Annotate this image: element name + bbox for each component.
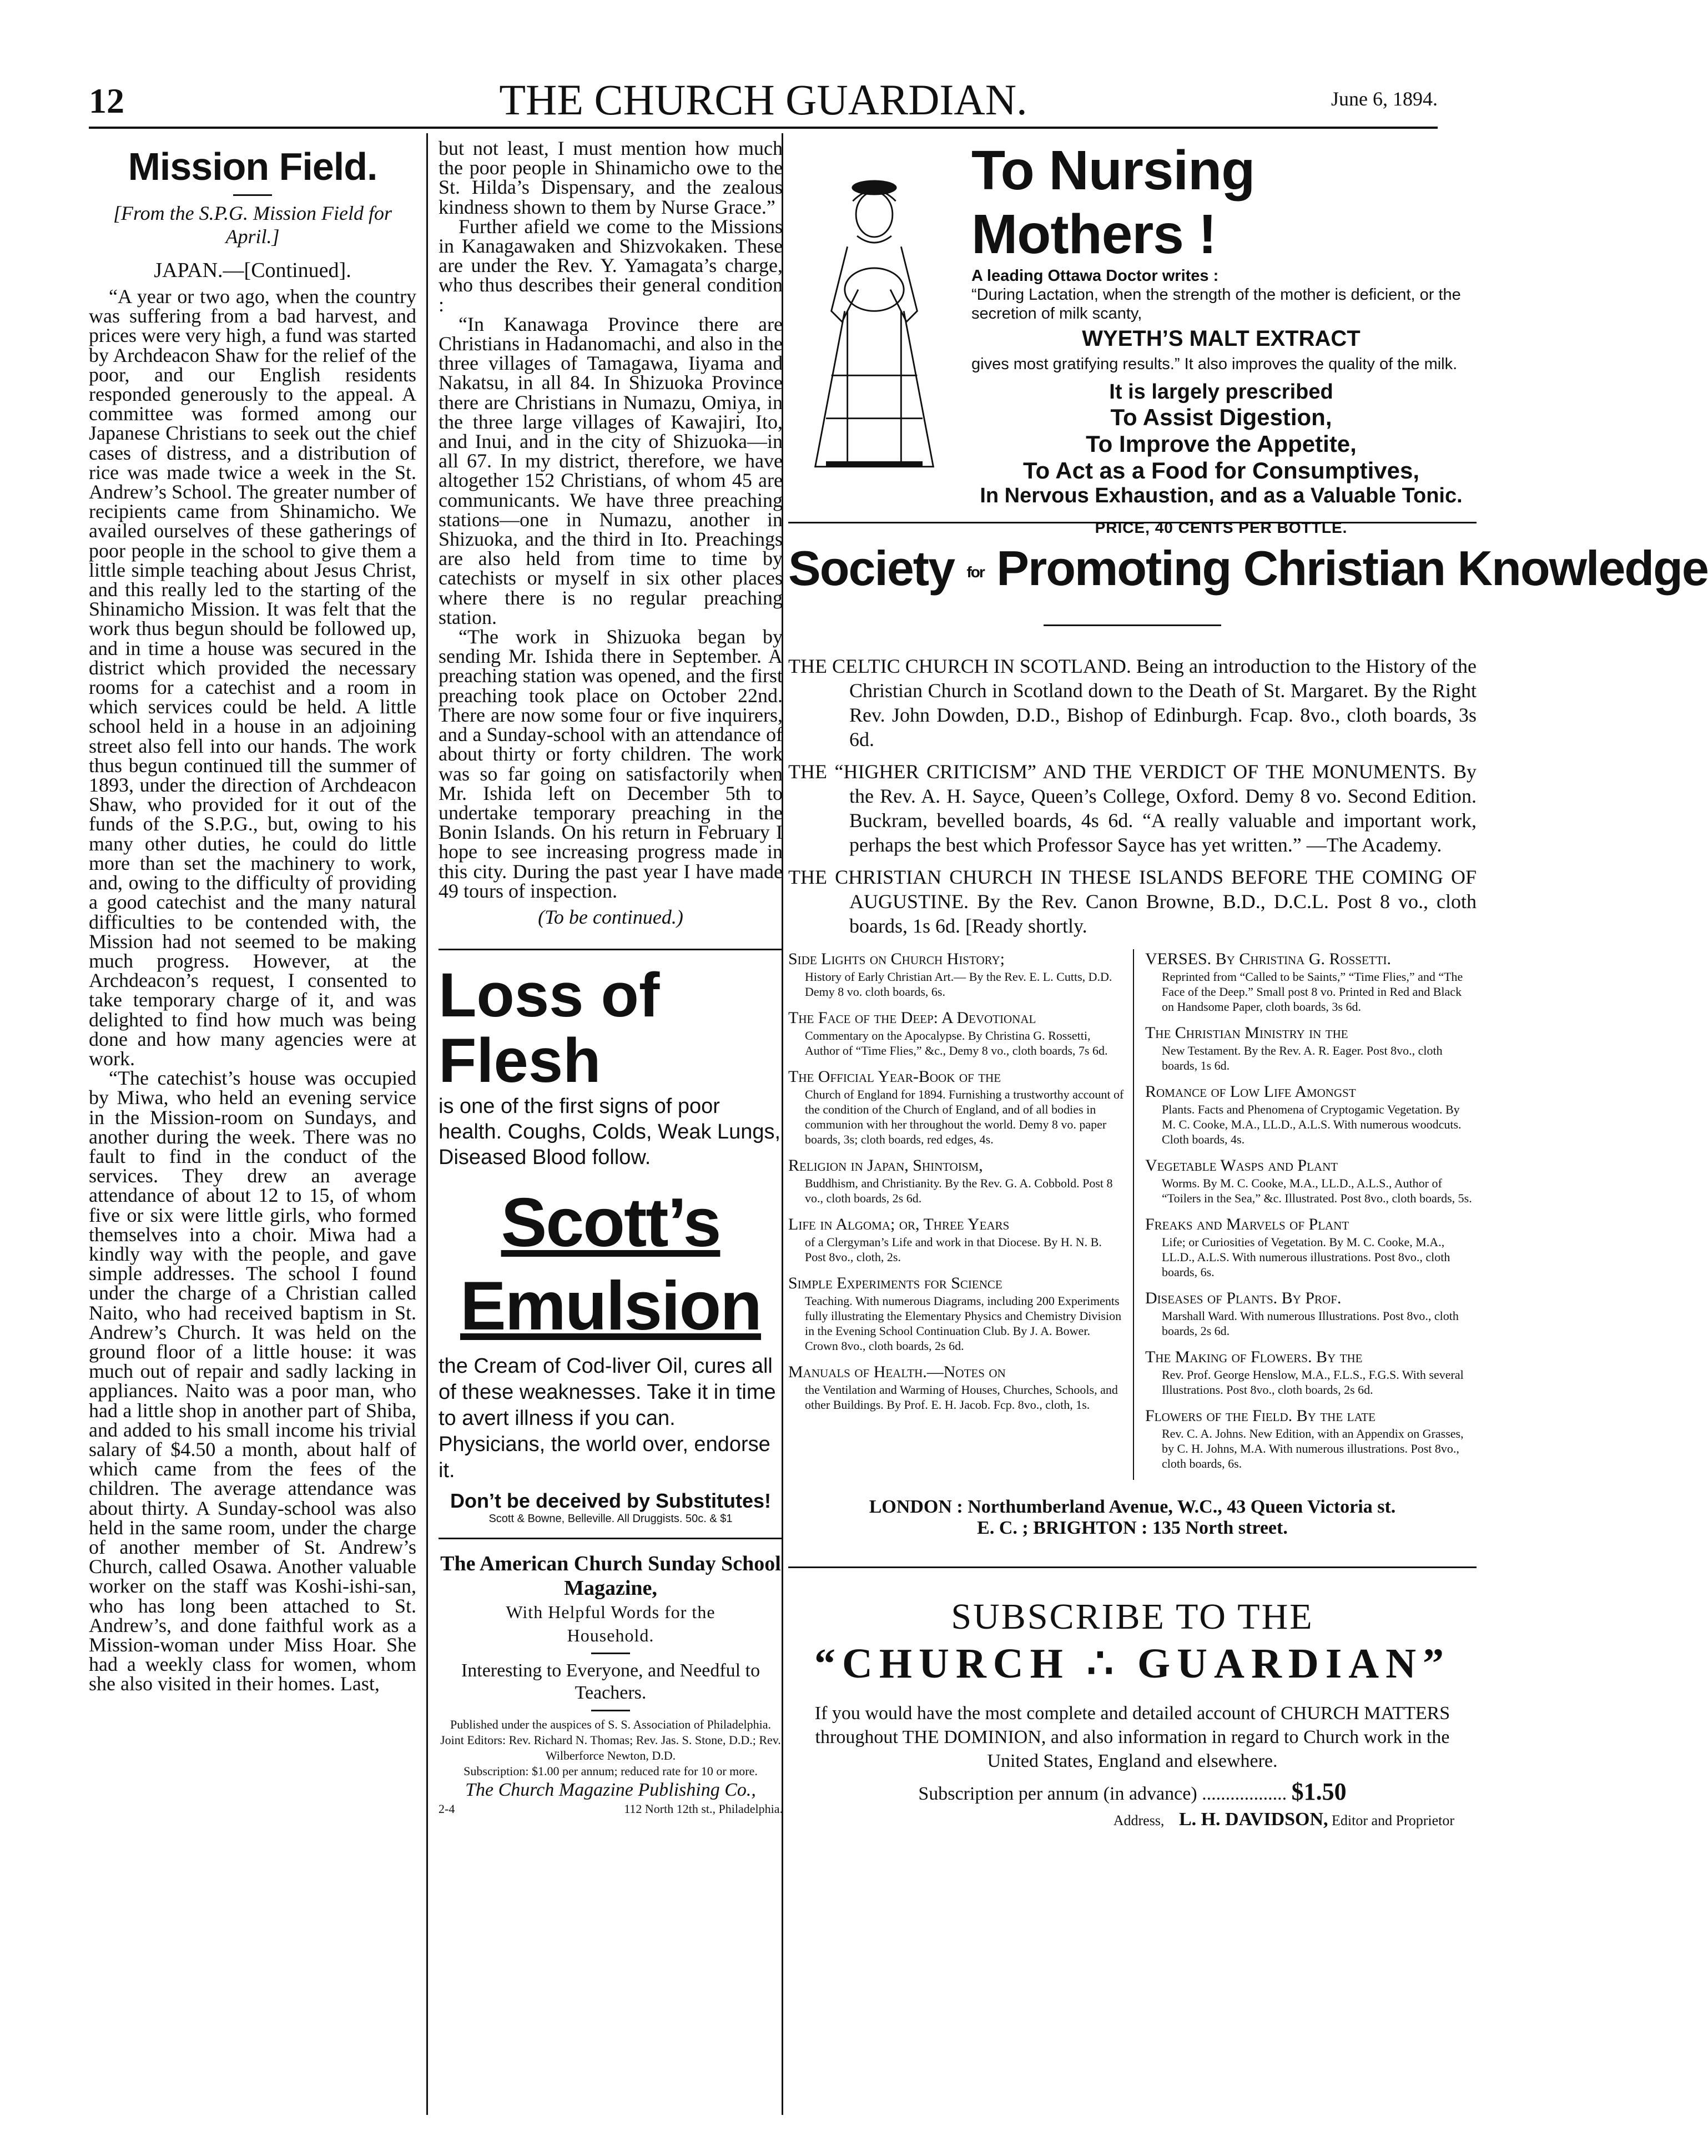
list-item: The Christian Ministry in the New Testament. By the Rev. A. R. Eager. Post 8vo., cloth boards, 1s 6d. bbox=[1145, 1024, 1443, 1072]
spck-list-right bbox=[1145, 949, 1477, 1480]
list-item: Romance of Low Life Amongst Plants. Facts and Phenomena of Cryptogamic Vegetation. By M. C. Cooke, M.A., LL.D., A.L.S. With numerous woodcuts. Cloth boards, 4s. bbox=[1145, 1082, 1462, 1146]
magazine-editors: Joint Editors: Rev. Richard N. Thomas; Rev. Jas. S. Stone, D.D.; Rev. Wilberforce Newton, D.D. bbox=[440, 1732, 781, 1762]
subscribe-line2: “CHURCH ∴ GUARDIAN” bbox=[814, 1640, 1451, 1687]
ad-scotts-body: the Cream of Cod-liver Oil, cures all of these weaknesses. Take it in time to avert illness if you can. Physicians, the world over, endorse it. bbox=[439, 1354, 776, 1482]
magazine-subscription: Subscription: $1.00 per annum; reduced rate for 10 or more. bbox=[463, 1764, 758, 1778]
nursing-price: PRICE, 40 CENTS PER BOTTLE. bbox=[1095, 519, 1348, 536]
mission-heading: JAPAN.—[Continued]. bbox=[154, 259, 351, 282]
list-item: Simple Experiments for Science Teaching. With numerous Diagrams, including 200 Experiments fully illustrating the Elementary Physics and Chemistry Division in the Evening School Continuation Club. By J. A. Bower. Crown 8vo., cloth boards, 2s 6d. bbox=[788, 1274, 1122, 1353]
section-divider bbox=[439, 1538, 783, 1539]
spck-title-for: for bbox=[966, 563, 984, 581]
ad-nursing-mothers bbox=[788, 139, 1477, 536]
ad-brand-scotts: Scott’s bbox=[501, 1184, 721, 1261]
paragraph: but not least, I must mention how much the poor people in Shinamicho owe to the St. Hilda’s Dispensary, and the zealous kindness shown to them by Nurse Grace.” bbox=[439, 137, 783, 218]
mission-column-2 bbox=[439, 139, 783, 1817]
subscribe-address-name: L. H. DAVIDSON, bbox=[1178, 1809, 1328, 1830]
nursing-line: In Nervous Exhaustion, and as a Valuable Tonic. bbox=[980, 484, 1463, 507]
nursing-line: It is largely prescribed bbox=[1109, 380, 1333, 404]
spck-lists bbox=[788, 949, 1477, 1480]
magazine-address bbox=[439, 1801, 783, 1817]
section-divider bbox=[788, 1566, 1477, 1568]
magazine-divider bbox=[591, 1710, 630, 1711]
list-item: Life in Algoma; or, Three Years of a Clergyman’s Life and work in that Diocese. By H. N. B. Post 8vo., cloth, 2s. bbox=[788, 1215, 1102, 1264]
spck-brighton: E. C. ; BRIGHTON : 135 North street. bbox=[977, 1518, 1288, 1538]
list-item: Flowers of the Field. By the late Rev. C. A. Johns. New Edition, with an Appendix on Grasses, by C. H. Johns, M.A. With numerous illustrations. Post 8vo., cloth boards, 6s. bbox=[1145, 1407, 1464, 1470]
nurse-illustration bbox=[794, 144, 955, 488]
mission-text-col1 bbox=[89, 287, 416, 1694]
nursing-line: To Assist Digestion, bbox=[1110, 404, 1332, 430]
list-item: The Making of Flowers. By the Rev. Prof. George Henslow, M.A., F.L.S., F.G.S. With several Illustrations. Post 8vo., cloth boards, 2s 6d. bbox=[1145, 1348, 1464, 1397]
page-number: 12 bbox=[89, 81, 124, 120]
nursing-product: WYETH’S MALT EXTRACT bbox=[1082, 326, 1361, 351]
spck-divider bbox=[1044, 624, 1221, 626]
paragraph: “In Kanawaga Province there are Christians in Hadanomachi, and also in the three villages of Tamagawa, Iiyama and Nakatsu, in all 84. In Shizuoka Province there are Christians in Numazu, Omiya, in the three large villages of Kawajiri, Ito, and Inui, and in the city of Shizuoka—in all 67. In my district, therefore, we have altogether 152 Christians, of whom 45 are communicants. We have three preaching stations—one in Numazu, another in Shizuoka, and the third in Ito. Preachings are also held from time to time by catechists or myself in six other places where there is no regular preaching station. bbox=[439, 313, 783, 628]
issue-date: June 6, 1894. bbox=[1331, 88, 1438, 110]
magazine-divider bbox=[591, 1653, 630, 1654]
mission-column-1 bbox=[89, 139, 416, 1694]
section-divider bbox=[439, 949, 783, 950]
title-divider bbox=[233, 194, 272, 196]
list-item: Side Lights on Church History; History of Early Christian Art.— By the Rev. E. L. Cutts, D.D. Demy 8 vo. cloth boards, 6s. bbox=[788, 950, 1112, 999]
list-item: VERSES. By Christina G. Rossetti. Reprinted from “Called to be Saints,” “Time Flies,” and “The Face of the Deep.” Small post 8 vo. Printed in Red and Black on Handsome Paper, cloth boards, 3s 6d. bbox=[1145, 950, 1463, 1014]
subscribe-address-row bbox=[788, 1809, 1477, 1830]
list-item: The Official Year-Book of the Church of England for 1894. Furnishing a trustworthy account of the condition of the Church of England, and of all bodies in communion with her throughout the world. Demy 8 vo. paper boards, 3s; cloth boards, red edges, 4s. bbox=[788, 1067, 1124, 1146]
mission-text-col2 bbox=[439, 139, 783, 901]
magazine-published: Published under the auspices of S. S. Association of Philadelphia. bbox=[450, 1717, 772, 1731]
paragraph: Further afield we come to the Missions in Kanagawaken and Shizvokaken. These are under the Rev. Y. Yamagata’s charge, who thus describes their general condition : bbox=[439, 215, 783, 316]
spck-book: THE “HIGHER CRITICISM” AND THE VERDICT OF THE MONUMENTS. By the Rev. A. H. Sayce, Queen’s College, Oxford. Demy 8 vo. Second Edition. Buckram, bevelled boards, 4s 6d. “A really valuable and important work, perhaps the best which Professor Sayce has yet written.” —The Academy. bbox=[788, 760, 1477, 856]
ads-column bbox=[788, 139, 1708, 1830]
spck-list-left bbox=[788, 949, 1134, 1480]
magazine-subtitle: With Helpful Words for the bbox=[506, 1601, 716, 1622]
masthead-rule bbox=[89, 127, 1438, 129]
paragraph: “A year or two ago, when the country was suffering from a bad harvest, and prices were very high, a fund was started by Archdeacon Shaw for the relief of the poor, and our English residents responded generously to the appeal. A committee was formed among our Japanese Christians to seek out the chief cases of distress, and a distribution of rice was made twice a week in the St. Andrew’s School. The greater number of recipients came from Shinamicho. We availed ourselves of these gatherings of poor people in the school to give them a little simple teaching about Jesus Christ, and this really led to the starting of the Shinamicho Mission. It was felt that the work thus begun should be followed up, and in time a house was secured in the district which provided the necessary rooms for a catechist and a room in which services could be held. A little school held in a house in an adjoining street also fell into our hands. The work thus begun continued till the summer of 1893, under the direction of Archdeacon Shaw, who provided for it out of the funds of the S.P.G., but, owing to his many other duties, he could do little more than set the machinery to work, and, owing to the difficulty of providing a good catechist and the many natural difficulties to be contended with, the Mission had not seemed to be making much progress. However, at the Archdeacon’s request, I consented to take temporary charge of it, and was delighted to find how much was being done and how many agencies were at work. bbox=[89, 285, 416, 1070]
magazine-address-street: 112 North 12th st., Philadelphia. bbox=[624, 1801, 783, 1816]
to-be-continued: (To be continued.) bbox=[538, 905, 683, 928]
spck-book: THE CELTIC CHURCH IN SCOTLAND. Being an introduction to the History of the Christian Church in Scotland down to the Death of St. Margaret. By the Right Rev. John Dowden, D.D., Bishop of Edinburgh. Fcap. 8vo., cloth boards, 3s 6d. bbox=[788, 655, 1477, 750]
ad-loss-title: Loss of Flesh bbox=[439, 960, 660, 1095]
spck-title-left: Society bbox=[788, 541, 955, 596]
nursing-intro: A leading Ottawa Doctor writes : bbox=[971, 267, 1219, 285]
ad-maker: Scott & Bowne, Belleville. All Druggists. 50c. & $1 bbox=[488, 1512, 733, 1525]
subscribe-price-row bbox=[788, 1777, 1477, 1806]
masthead bbox=[89, 75, 1438, 125]
magazine-subtitle: Household. bbox=[567, 1625, 654, 1645]
subscribe-body: If you would have the most complete and detailed account of CHURCH MATTERS throughout THE DOMINION, and also information in regard to Church work in the United States, England and elsewhere. bbox=[814, 1703, 1450, 1771]
magazine-body: Interesting to Everyone, and Needful to Teachers. bbox=[461, 1660, 760, 1703]
spck-advert bbox=[788, 540, 1708, 1539]
subscribe-address-role: Editor and Proprietor bbox=[1332, 1812, 1454, 1828]
magazine-publisher: The Church Magazine Publishing Co., bbox=[465, 1779, 756, 1800]
ad-loss-body: is one of the first signs of poor health. Coughs, Colds, Weak Lungs, Diseased Blood follow. bbox=[439, 1094, 781, 1169]
list-item: Diseases of Plants. By Prof. Marshall Ward. With numerous Illustrations. Post 8vo., cloth boards, 2s 6d. bbox=[1145, 1289, 1459, 1338]
nursing-line: To Improve the Appetite, bbox=[1086, 431, 1357, 457]
nursing-line: To Act as a Food for Consumptives, bbox=[1022, 457, 1420, 483]
newspaper-title: THE CHURCH GUARDIAN. bbox=[499, 75, 1027, 124]
ad-brand-emulsion: Emulsion bbox=[460, 1267, 762, 1344]
ad-warning: Don’t be deceived by Substitutes! bbox=[450, 1489, 772, 1512]
subscribe-line1: SUBSCRIBE TO THE bbox=[951, 1596, 1314, 1637]
ad-loss-of-flesh bbox=[439, 960, 783, 1525]
subscribe-price: $1.50 bbox=[1291, 1778, 1347, 1805]
spck-title-right: Promoting Christian Knowledge bbox=[996, 541, 1708, 596]
list-item: The Face of the Deep: A Devotional Commentary on the Apocalypse. By Christina G. Rossetti, Author of “Time Flies,” &c., Demy 8 vo., cloth boards, 7s 6d. bbox=[788, 1009, 1108, 1057]
list-item: Freaks and Marvels of Plant Life; or Curiosities of Vegetation. By M. C. Cooke, M.A., LL.D., A.L.S. With numerous illustrations. Post 8vo., cloth boards, 6s. bbox=[1145, 1215, 1450, 1279]
mission-source: [From the S.P.G. Mission Field for April.] bbox=[113, 202, 392, 248]
subscribe-advert bbox=[788, 1596, 1477, 1830]
mission-title: Mission Field. bbox=[128, 145, 377, 188]
list-item: Vegetable Wasps and Plant Worms. By M. C. Cooke, M.A., LL.D., A.L.S., Author of “Toilers in the Sea,” &c. Illustrated. Post 8vo., cloth boards, 5s. bbox=[1145, 1156, 1472, 1205]
paragraph: “The catechist’s house was occupied by Miwa, who held an evening service in the Mission-room on Sundays, and another during the week. There was no fault to find in the conduct of the services. They drew an average attendance of about 12 to 15, of whom five or six were little girls, who formed themselves into a choir. Miwa had a kindly way with the people, and gave simple addresses. The school I found under the charge of a Christian called Naito, who had received baptism in St. Andrew’s Church. It was held on the ground floor of a little house: it was much out of repair and sadly lacking in appliances. Naito was a poor man, who had a little shop in another part of Shiba, and added to his small income his trivial salary of $4.50 a month, about half of which came from the fees of the children. The average attendance was about thirty. A Sunday-school was also held in the same room, under the charge of another member of St. Andrew’s Church, called Osawa. Another valuable worker on the staff was Koshi-ishi-san, who has long been attached to St. Andrew’s, and done faithful work as a Mission-woman under Miss Hoar. She had a weekly class for women, whom she also visited in their homes. Last, bbox=[89, 1067, 416, 1695]
ad-sunday-magazine bbox=[439, 1551, 783, 1817]
nursing-title: To Nursing Mothers ! bbox=[971, 139, 1255, 265]
list-item: Religion in Japan, Shintoism, Buddhism, and Christianity. By the Rev. G. A. Cobbold. Post 8 vo., cloth boards, 2s 6d. bbox=[788, 1156, 1113, 1205]
magazine-address-num: 2-4 bbox=[439, 1801, 455, 1816]
subscribe-price-label: Subscription per annum (in advance) .................. bbox=[918, 1784, 1287, 1804]
nursing-quote2: gives most gratifying results.” It also improves the quality of the milk. bbox=[971, 355, 1458, 373]
list-item: Manuals of Health.—Notes on the Ventilation and Warming of Houses, Churches, Schools, and other Buildings. By Prof. E. H. Jacob. Fcp. 8vo., cloth, 1s. bbox=[788, 1363, 1118, 1412]
magazine-title: The American Church Sunday School Magazine, bbox=[440, 1551, 781, 1600]
column-rule-1 bbox=[426, 133, 428, 2115]
nursing-quote: “During Lactation, when the strength of the mother is deficient, or the secretion of milk scanty, bbox=[971, 286, 1461, 323]
spck-book: THE CHRISTIAN CHURCH IN THESE ISLANDS BEFORE THE COMING OF AUGUSTINE. By the Rev. Canon Browne, B.D., D.C.L. Post 8 vo., cloth boards, 1s 6d. [Ready shortly. bbox=[788, 866, 1477, 937]
spck-title bbox=[788, 540, 1708, 597]
subscribe-address-label: Address, bbox=[1113, 1812, 1165, 1828]
paragraph: “The work in Shizuoka began by sending Mr. Ishida there in September. A preaching station was opened, and the first preaching took place on October 22nd. There are now some four or five inquirers, and a Sunday-school with an attendance of about thirty or forty children. The work was so far going on satisfactorily when Mr. Ishida left on December 5th to undertake temporary preaching in the Bonin Islands. On his return in February I hope to see increasing progress made in this city. During the past year I have made 49 tours of inspection. bbox=[439, 626, 783, 902]
spck-london: LONDON : Northumberland Avenue, W.C., 43 Queen Victoria st. bbox=[869, 1497, 1396, 1517]
